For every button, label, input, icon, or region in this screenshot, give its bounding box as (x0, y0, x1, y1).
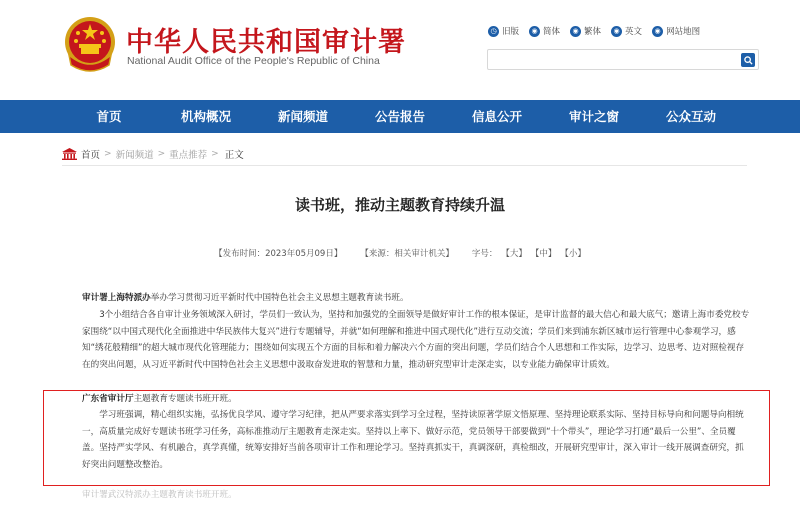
old-version-label: 旧版 (502, 27, 520, 37)
breadcrumb-divider (62, 165, 747, 166)
breadcrumb (62, 147, 244, 161)
font-size-small-button[interactable]: 【小】 (560, 249, 586, 259)
main-nav (0, 100, 800, 133)
article-paragraph (82, 290, 752, 307)
traditional-label: 繁体 (584, 27, 602, 37)
paragraph-text: 举办学习贯彻习近平新时代中国特色社会主义思想主题教育读书班。 (150, 293, 409, 303)
breadcrumb-news[interactable]: 新闻频道 (115, 150, 154, 161)
nav-about[interactable]: 机构概况 (180, 109, 231, 124)
site-header (0, 0, 800, 100)
article-source: 【来源：相关审计机关】 (360, 249, 454, 259)
font-size-medium-button[interactable]: 【中】 (530, 249, 557, 259)
national-emblem-icon[interactable] (63, 15, 117, 75)
search-box (487, 49, 759, 70)
breadcrumb-home[interactable]: 首页 (81, 150, 101, 161)
font-size-label: 字号： (471, 249, 498, 259)
nav-info-disclosure[interactable]: 信息公开 (471, 109, 522, 124)
site-subtitle: National Audit Office of the People's Republic of China (127, 55, 380, 67)
nav-public-interaction[interactable]: 公众互动 (665, 109, 716, 124)
article-paragraph (82, 391, 752, 408)
article-paragraph: 审计署武汉特派办主题教育读书班开班。 (82, 490, 237, 500)
font-size-controls (472, 247, 586, 259)
english-label: 英文 (625, 27, 643, 37)
font-size-large-button[interactable]: 【大】 (501, 249, 527, 259)
old-version-icon: ◷ (488, 26, 499, 37)
search-icon (744, 56, 753, 65)
nav-reports[interactable]: 公告报告 (374, 109, 425, 124)
publish-date: 【发布时间：2023年05月09日】 (214, 249, 343, 259)
paragraph-lead: 审计署上海特派办 (82, 293, 151, 303)
simplified-icon: ◉ (529, 26, 540, 37)
breadcrumb-separator: > (211, 149, 219, 159)
paragraph-lead: 广东省审计厅 (82, 394, 134, 404)
sitemap-label: 网站地图 (666, 27, 701, 37)
search-button[interactable] (741, 53, 755, 67)
traditional-icon: ◉ (570, 26, 581, 37)
simplified-chinese-link[interactable] (529, 25, 560, 37)
english-link[interactable] (611, 25, 642, 37)
paragraph-text: 主题教育专题读书班开班。 (133, 394, 237, 404)
traditional-chinese-link[interactable] (570, 25, 601, 37)
breadcrumb-separator: > (157, 149, 166, 159)
nav-home[interactable]: 首页 (96, 109, 122, 124)
search-input[interactable] (492, 52, 732, 67)
top-links (488, 25, 700, 37)
simplified-label: 简体 (543, 27, 561, 37)
nav-news[interactable]: 新闻频道 (277, 109, 328, 124)
breadcrumb-current: 正文 (224, 150, 244, 161)
english-icon: ◉ (611, 26, 622, 37)
breadcrumb-featured[interactable]: 重点推荐 (169, 150, 208, 161)
article-paragraph: 3个小组结合各自审计业务领域深入研讨，学员们一致认为，坚持和加强党的全面领导是做好审计工作的根本保证，是审计监督的最大信心和最大底气；邀请上海市委党校专家围绕“以中国式现代化全面推进中华民族伟大复兴”进行专题辅导，并就“如何理解和推进中国式现代化”进行互动交流；学员们来到浦东新区城市运行管理中心参观学习，感知“绣花般精细”的超大城市现代化管理能力；围绕如何实现五个方面的目标和着力解决六个方面的突出问题，学员们结合个人思想和工作实际，边学习、边思考、边对照检视存在的突出问题，从习近平新时代中国特色社会主义思想中汲取奋发进取的智慧和力量，推动研究型审计走深走实，以专业能力确保审计质效。 (82, 310, 750, 370)
old-version-link[interactable] (488, 25, 519, 37)
sitemap-icon: ◉ (652, 26, 663, 37)
home-icon (62, 148, 77, 160)
site-title: 中华人民共和国审计署 (126, 27, 406, 58)
article-meta (0, 247, 800, 259)
nav-audit-window[interactable]: 审计之窗 (568, 109, 619, 124)
article-paragraph: 学习班强调，精心组织实施，弘扬优良学风、遵守学习纪律，把从严要求落实到学习全过程，坚持读原著学原文悟原理、坚持理论联系实际、坚持目标导向和问题导向相统一，高质量完成好专题读书班学习任务，高标准推动厅主题教育走深走实。坚持以上率下、做好示范，党员领导干部要做到“十个带头”，理论学习打通“最后一公里”、全员覆盖。坚持严实学风、有机融合，真学真懂，统筹安排好当前各项审计工作和理论学习。坚持真抓实干，真调深研，真检细改，开展研究型审计，深入审计一线开展调查研究，抓好突出问题整改整治。 (82, 410, 744, 470)
article-title: 读书班，推动主题教育持续升温 (294, 196, 505, 214)
breadcrumb-separator: > (104, 149, 112, 159)
sitemap-link[interactable] (652, 25, 700, 37)
